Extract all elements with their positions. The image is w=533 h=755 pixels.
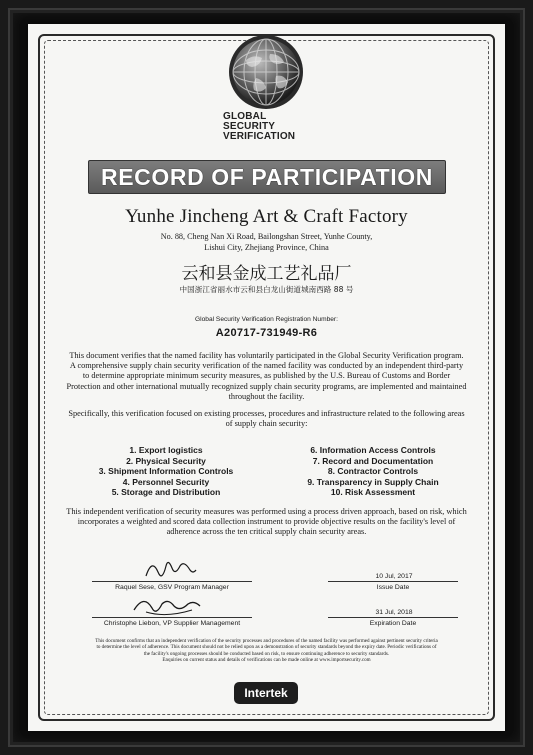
security-area: 7. Record and Documentation: [312, 455, 434, 466]
security-area: 8. Contractor Controls: [327, 466, 419, 477]
facility-address: [68, 231, 465, 253]
disclaimer-line: Enquiries on current status and details of verifications can be made online at www.importsecurity.com: [162, 656, 371, 663]
disclaimer-line: to determine the level of adherence. This document should not be relied upon as a demonstration of security standards beyond the expiry date. Periodic verifications of: [96, 644, 437, 651]
security-area: 5. Storage and Distribution: [111, 487, 221, 498]
expiration-date-label: Expiration Date: [369, 620, 417, 627]
signatory-second: Christophe Liebon, VP Supplier Management: [103, 620, 241, 627]
intertek-logo-text: Intertek: [244, 686, 288, 700]
facility-name: Yunhe Jincheng Art & Craft Factory: [125, 206, 408, 227]
expiration-date-value: 31 Jul, 2018: [375, 609, 413, 616]
brand-line-2: SECURITY: [223, 121, 276, 132]
certificate: [28, 24, 505, 731]
gsv-brand: [223, 112, 343, 142]
signature-line: [92, 581, 252, 582]
facility-name-chinese: 云和县金成工艺礼品厂: [181, 264, 352, 284]
signature-line: [92, 617, 252, 618]
signature-raquel-sese: [140, 554, 200, 584]
date-line: [328, 617, 458, 618]
disclaimer-line: the facility's ongoing processes should be conducted based on risk, to ensure continuing adherence to security standards.: [143, 650, 390, 657]
issue-date-value: 10 Jul, 2017: [375, 573, 413, 580]
security-area: 3. Shipment Information Controls: [98, 466, 234, 477]
address-line-1: No. 88, Cheng Nan Xi Road, Bailongshan Street, Yunhe County,: [160, 232, 373, 241]
facility-address-chinese: 中国浙江省丽水市云和县白龙山街道城南西路 88 号: [179, 285, 354, 294]
security-area: 1. Export logistics: [129, 445, 203, 455]
security-areas-right: [284, 445, 462, 498]
security-area: 10. Risk Assessment: [330, 487, 416, 498]
disclaimer: [62, 638, 471, 663]
title-banner: [88, 160, 446, 194]
registration-label: Global Security Verification Registration Number:: [195, 316, 338, 323]
certificate-title: RECORD OF PARTICIPATION: [101, 163, 433, 190]
address-line-2: Lishui City, Zhejiang Province, China: [204, 243, 329, 252]
intertek-logo: [234, 682, 298, 704]
security-area: 6. Information Access Controls: [310, 445, 436, 455]
signatory-first: Raquel Sese, GSV Program Manager: [115, 584, 229, 591]
paragraph-approach: This independent verification of security measures was performed using a process driven approach, based on risk, which incorporates a weighted and scored data collection instrument to provide objective results on the facility's level of adherence across the ten critical supply chain security areas.: [66, 507, 467, 537]
registration-number: A20717-731949-R6: [215, 327, 318, 339]
security-area: 2. Physical Security: [126, 455, 206, 466]
disclaimer-line: This document confirms that an independent verification of the security processes and procedures of the named facility was performed against pertinent security criteria: [95, 638, 438, 644]
security-areas-left: [76, 445, 256, 498]
security-area: 9. Transparency in Supply Chain: [307, 476, 439, 487]
brand-line-1: GLOBAL: [223, 111, 267, 122]
paragraph-verification: This document verifies that the named facility has voluntarily participated in the Global Security Verification program. A comprehensive supply chain security verification of the named facility was conducted by an independent third-party to determine appropriate minimum security measures, as published by the U.S. Bureau of Customs and Border Protection and other international mutually recognized supply chain security programs, are implemented and maintained throughout the facility.: [66, 351, 467, 401]
globe-icon: [226, 32, 306, 112]
issue-date-label: Issue Date: [376, 584, 410, 591]
brand-line-3: VERIFICATION: [223, 131, 296, 142]
date-line: [328, 581, 458, 582]
security-area: 4. Personnel Security: [122, 476, 210, 487]
paragraph-focus: Specifically, this verification focused on existing processes, procedures and infrastructure related to the following areas of supply chain security:: [68, 409, 465, 429]
